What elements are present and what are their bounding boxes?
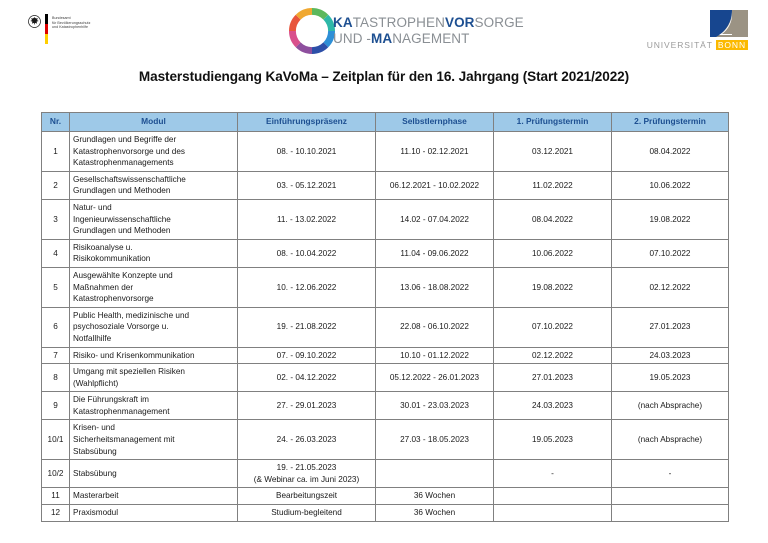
column-header-pruefungstermin-1: 1. Prüfungstermin — [494, 113, 612, 132]
cell-text-line: 27.03 - 18.05.2023 — [400, 435, 469, 445]
cell-text — [497, 180, 608, 192]
kavoma-wordmark-line-1 — [333, 16, 524, 31]
table-body — [42, 132, 729, 522]
kavoma-vor: VOR — [444, 14, 475, 30]
cell-text-line: 02.12.2022 — [649, 282, 691, 292]
cell-text — [497, 468, 608, 480]
cell-selbstlernphase — [376, 488, 494, 505]
cell-text — [615, 490, 725, 502]
cell-nr: 7 — [42, 347, 70, 364]
cell-text-line: Umgang mit speziellen Risiken — [73, 367, 185, 377]
table-row — [42, 239, 729, 267]
cell-pruefungstermin-2 — [612, 347, 729, 364]
cell-text-line: 27.01.2023 — [649, 322, 691, 332]
cell-text — [379, 180, 490, 192]
cell-text-line: 02. - 04.12.2022 — [276, 372, 337, 382]
cell-text — [379, 434, 490, 446]
cell-einfuehrungspraesenz — [238, 392, 376, 420]
cell-einfuehrungspraesenz — [238, 505, 376, 522]
table-row — [42, 267, 729, 307]
cell-text-line: 08. - 10.10.2021 — [276, 146, 337, 156]
cell-text-line: 36 Wochen — [413, 491, 456, 501]
cell-text-line: 06.12.2021 - 10.02.2022 — [389, 180, 480, 190]
cell-text — [241, 400, 372, 412]
cell-text-line: 36 Wochen — [413, 508, 456, 518]
cell-text-line: 08. - 10.04.2022 — [276, 248, 337, 258]
cell-text — [497, 507, 608, 519]
bbk-text-line-3: und Katastrophenhilfe — [52, 25, 89, 30]
schedule-table — [41, 112, 729, 522]
cell-pruefungstermin-2 — [612, 132, 729, 172]
cell-text-line: 24.03.2023 — [649, 350, 691, 360]
cell-pruefungstermin-1 — [494, 307, 612, 347]
cell-text-line: 10. - 12.06.2022 — [276, 282, 337, 292]
cell-text-line: 02.12.2022 — [532, 350, 573, 360]
cell-modul — [70, 199, 238, 239]
cell-text-line: 08.04.2022 — [649, 146, 691, 156]
cell-nr: 8 — [42, 364, 70, 392]
cell-text — [73, 310, 234, 345]
table-row — [42, 307, 729, 347]
cell-text — [241, 434, 372, 446]
cell-pruefungstermin-2 — [612, 364, 729, 392]
cell-text-line: 03. - 05.12.2021 — [276, 180, 337, 190]
cell-text-line: 27. - 29.01.2023 — [276, 401, 337, 411]
cell-text-line: Katastrophenvorsorge und des — [73, 146, 185, 156]
cell-text — [73, 242, 234, 265]
column-header-nr: Nr. — [42, 113, 70, 132]
cell-text-line: Risikoanalyse u. — [73, 242, 133, 252]
kavoma-ka: KA — [333, 14, 353, 30]
cell-text-line: (& Webinar ca. im Juni 2023) — [253, 474, 360, 484]
cell-text — [497, 372, 608, 384]
cell-nr: 12 — [42, 505, 70, 522]
cell-modul — [70, 307, 238, 347]
federal-eagle-icon — [28, 15, 41, 28]
uni-bonn-shield-icon — [710, 10, 748, 37]
kavoma-wordmark-line-2 — [333, 32, 524, 47]
cell-text-line: Public Health, medizinische und — [73, 310, 190, 320]
cell-text-line: Risikokommunikation — [73, 254, 151, 264]
cell-text — [615, 214, 725, 226]
cell-modul — [70, 488, 238, 505]
table-row — [42, 460, 729, 488]
cell-text-line: 19.05.2023 — [532, 435, 573, 445]
german-flag-bar-icon — [45, 14, 48, 44]
cell-text — [379, 321, 490, 333]
kavoma-tastrophen: TASTROPHEN — [352, 14, 445, 30]
kavoma-und: UND - — [333, 30, 371, 46]
cell-text — [241, 462, 372, 485]
uni-bonn-universitaet-text: UNIVERSITÄT — [646, 40, 713, 50]
cell-pruefungstermin-1 — [494, 505, 612, 522]
cell-nr: 3 — [42, 199, 70, 239]
cell-text — [615, 282, 725, 294]
cell-text — [73, 422, 234, 457]
cell-text-line: Natur- und — [73, 202, 112, 212]
cell-pruefungstermin-2 — [612, 267, 729, 307]
cell-text — [73, 490, 234, 502]
cell-selbstlernphase — [376, 132, 494, 172]
cell-modul — [70, 239, 238, 267]
table-row — [42, 347, 729, 364]
cell-selbstlernphase — [376, 460, 494, 488]
cell-text — [73, 507, 234, 519]
cell-text-line: - — [551, 469, 554, 479]
cell-text — [73, 468, 234, 480]
cell-text — [73, 366, 234, 389]
cell-text-line: 10.10 - 01.12.2022 — [400, 350, 469, 360]
cell-text — [73, 270, 234, 305]
cell-text — [241, 146, 372, 158]
cell-modul — [70, 505, 238, 522]
cell-pruefungstermin-1 — [494, 460, 612, 488]
cell-text-line: 11.02.2022 — [532, 180, 573, 190]
universitaet-bonn-logo — [636, 10, 748, 52]
cell-text-line: Gesellschaftswissenschaftliche — [73, 174, 186, 184]
cell-pruefungstermin-1 — [494, 488, 612, 505]
cell-text — [379, 372, 490, 384]
cell-text-line: Katastrophenmanagement — [73, 406, 170, 416]
cell-text-line: Grundlagen und Methoden — [73, 186, 171, 196]
cell-text — [615, 468, 725, 480]
cell-text-line — [615, 490, 725, 502]
cell-text-line: 13.06 - 18.08.2022 — [400, 282, 469, 292]
cell-text-line: 14.02 - 07.04.2022 — [400, 214, 469, 224]
cell-text-line: Sicherheitsmanagement mit — [73, 435, 175, 445]
cell-nr: 4 — [42, 239, 70, 267]
bbk-text-line-2: für Bevölkerungsschutz — [52, 20, 91, 25]
cell-modul — [70, 171, 238, 199]
cell-text-line: Ausgewählte Konzepte und — [73, 270, 173, 280]
cell-text-line: Katastrophenvorsorge — [73, 294, 154, 304]
cell-text — [73, 394, 234, 417]
cell-text-line — [497, 507, 608, 519]
kavoma-nagement: NAGEMENT — [392, 30, 470, 46]
cell-text — [497, 214, 608, 226]
cell-text — [497, 282, 608, 294]
cell-selbstlernphase — [376, 199, 494, 239]
cell-pruefungstermin-1 — [494, 199, 612, 239]
cell-selbstlernphase — [376, 307, 494, 347]
cell-text-line: 19.05.2023 — [649, 372, 691, 382]
cell-einfuehrungspraesenz — [238, 132, 376, 172]
kavoma-ma: MA — [371, 30, 393, 46]
cell-selbstlernphase — [376, 171, 494, 199]
cell-text-line: Krisen- und — [73, 423, 115, 433]
cell-selbstlernphase — [376, 347, 494, 364]
column-header-modul: Modul — [70, 113, 238, 132]
cell-text-line: Stabsübung — [73, 469, 117, 479]
cell-selbstlernphase — [376, 267, 494, 307]
bbk-logo — [28, 14, 90, 48]
cell-text — [241, 372, 372, 384]
cell-text — [497, 321, 608, 333]
cell-pruefungstermin-1 — [494, 392, 612, 420]
cell-pruefungstermin-2 — [612, 460, 729, 488]
cell-text — [73, 134, 234, 169]
cell-text — [379, 214, 490, 226]
cell-pruefungstermin-1 — [494, 267, 612, 307]
cell-text-line: 11.10 - 02.12.2021 — [400, 146, 469, 156]
cell-text — [241, 350, 372, 362]
cell-text-line — [615, 507, 725, 519]
cell-selbstlernphase — [376, 392, 494, 420]
cell-text-line: (nach Absprache) — [637, 435, 703, 445]
cell-text-line: - — [668, 469, 672, 479]
cell-text-line: 19. - 21.05.2023 — [276, 463, 337, 473]
cell-selbstlernphase — [376, 364, 494, 392]
cell-text-line: 27.01.2023 — [532, 372, 573, 382]
kavoma-wordmark — [333, 16, 524, 46]
cell-nr: 10/2 — [42, 460, 70, 488]
cell-selbstlernphase — [376, 420, 494, 460]
cell-einfuehrungspraesenz — [238, 267, 376, 307]
cell-text — [241, 490, 372, 502]
cell-text-line: 24.03.2023 — [532, 401, 573, 411]
cell-text — [241, 321, 372, 333]
cell-pruefungstermin-2 — [612, 420, 729, 460]
cell-modul — [70, 267, 238, 307]
cell-text-line: 07. - 09.10.2022 — [276, 350, 337, 360]
page-header — [0, 0, 768, 58]
cell-text — [379, 248, 490, 260]
uni-bonn-wordmark — [647, 40, 748, 50]
cell-text-line: 11. - 13.02.2022 — [276, 214, 337, 224]
cell-modul — [70, 132, 238, 172]
table-row — [42, 199, 729, 239]
cell-pruefungstermin-2 — [612, 199, 729, 239]
cell-text-line: Grundlagen und Begriffe der — [73, 135, 177, 144]
cell-text-line: (nach Absprache) — [637, 401, 703, 411]
cell-modul — [70, 392, 238, 420]
cell-text — [73, 174, 234, 197]
cell-text — [497, 248, 608, 260]
cell-text-line — [497, 490, 608, 502]
cell-text — [615, 507, 725, 519]
cell-text — [615, 400, 725, 412]
table-row — [42, 364, 729, 392]
cell-text-line: psychosoziale Vorsorge u. — [73, 322, 169, 332]
cell-einfuehrungspraesenz — [238, 171, 376, 199]
cell-text — [497, 350, 608, 362]
table-header-row — [42, 113, 729, 132]
cell-text-line: Masterarbeit — [73, 491, 119, 501]
cell-einfuehrungspraesenz — [238, 347, 376, 364]
cell-text-line: 11.04 - 09.06.2022 — [400, 248, 469, 258]
cell-nr: 1 — [42, 132, 70, 172]
cell-text-line: Die Führungskraft im — [73, 395, 149, 405]
cell-text — [615, 372, 725, 384]
cell-text-line: Bearbeitungszeit — [276, 491, 337, 501]
uni-bonn-bonn-text: BONN — [717, 40, 746, 50]
table-row — [42, 132, 729, 172]
cell-text — [241, 180, 372, 192]
cell-einfuehrungspraesenz — [238, 460, 376, 488]
cell-text — [615, 248, 725, 260]
cell-einfuehrungspraesenz — [238, 199, 376, 239]
schedule-table-container — [41, 112, 728, 522]
table-row — [42, 420, 729, 460]
cell-text — [615, 180, 725, 192]
cell-nr: 11 — [42, 488, 70, 505]
cell-text — [615, 350, 725, 362]
cell-text-line: 05.12.2022 - 26.01.2023 — [389, 372, 480, 382]
cell-text-line: Ingenieurwissenschaftliche — [73, 214, 171, 224]
cell-nr: 9 — [42, 392, 70, 420]
cell-pruefungstermin-1 — [494, 364, 612, 392]
cell-text-line — [379, 468, 490, 480]
cell-text — [497, 490, 608, 502]
column-header-einfuehrungspraesenz: Einführungspräsenz — [238, 113, 376, 132]
cell-text-line: Risiko- und Krisenkommunikation — [73, 350, 195, 360]
cell-text-line: Katastrophenmanagements — [73, 158, 174, 168]
colored-ring-icon — [289, 8, 335, 54]
cell-text-line: 22.08 - 06.10.2022 — [400, 322, 469, 332]
cell-text-line: 08.04.2022 — [532, 214, 573, 224]
cell-pruefungstermin-1 — [494, 239, 612, 267]
cell-text — [615, 146, 725, 158]
cell-pruefungstermin-2 — [612, 488, 729, 505]
cell-einfuehrungspraesenz — [238, 364, 376, 392]
cell-text-line: 10.06.2022 — [532, 248, 573, 258]
table-row — [42, 392, 729, 420]
bbk-text-line-1: Bundesamt — [52, 16, 71, 20]
cell-modul — [70, 420, 238, 460]
cell-text-line: 07.10.2022 — [649, 248, 691, 258]
table-header — [42, 113, 729, 132]
cell-text — [497, 146, 608, 158]
cell-selbstlernphase — [376, 505, 494, 522]
cell-text — [497, 434, 608, 446]
cell-einfuehrungspraesenz — [238, 420, 376, 460]
column-header-selbstlernphase: Selbstlernphase — [376, 113, 494, 132]
cell-text — [73, 350, 234, 362]
cell-text-line: 19.08.2022 — [649, 214, 691, 224]
cell-text-line: 19.08.2022 — [532, 282, 573, 292]
cell-pruefungstermin-1 — [494, 132, 612, 172]
cell-text — [379, 146, 490, 158]
cell-text — [379, 400, 490, 412]
cell-pruefungstermin-2 — [612, 505, 729, 522]
cell-pruefungstermin-2 — [612, 307, 729, 347]
cell-text — [615, 321, 725, 333]
cell-text — [379, 350, 490, 362]
cell-pruefungstermin-2 — [612, 171, 729, 199]
cell-text-line: Maßnahmen der — [73, 282, 134, 292]
cell-pruefungstermin-1 — [494, 420, 612, 460]
cell-pruefungstermin-2 — [612, 392, 729, 420]
table-row — [42, 171, 729, 199]
cell-text — [379, 507, 490, 519]
cell-text — [379, 468, 490, 480]
cell-nr: 10/1 — [42, 420, 70, 460]
cell-text-line: 07.10.2022 — [532, 322, 573, 332]
cell-text — [497, 400, 608, 412]
cell-text-line: 03.12.2021 — [532, 146, 573, 156]
cell-nr: 6 — [42, 307, 70, 347]
cell-text-line: 30.01 - 23.03.2023 — [400, 401, 469, 411]
cell-modul — [70, 460, 238, 488]
cell-text-line: (Wahlpflicht) — [73, 378, 119, 388]
cell-text-line: Studium-begleitend — [271, 508, 342, 518]
cell-pruefungstermin-1 — [494, 347, 612, 364]
cell-text-line: 24. - 26.03.2023 — [276, 435, 337, 445]
cell-nr: 2 — [42, 171, 70, 199]
cell-text — [241, 214, 372, 226]
kavoma-sorge: SORGE — [474, 14, 524, 30]
cell-text — [241, 507, 372, 519]
cell-einfuehrungspraesenz — [238, 239, 376, 267]
cell-einfuehrungspraesenz — [238, 307, 376, 347]
table-row — [42, 488, 729, 505]
cell-text-line: 19. - 21.08.2022 — [276, 322, 337, 332]
cell-text — [73, 202, 234, 237]
cell-modul — [70, 364, 238, 392]
cell-text-line: Praxismodul — [73, 508, 119, 518]
cell-text — [379, 490, 490, 502]
kavoma-logo — [289, 8, 524, 54]
cell-pruefungstermin-1 — [494, 171, 612, 199]
page-title: Masterstudiengang KaVoMa – Zeitplan für den 16. Jahrgang (Start 2021/2022) — [138, 69, 630, 84]
cell-selbstlernphase — [376, 239, 494, 267]
column-header-pruefungstermin-2: 2. Prüfungstermin — [612, 113, 729, 132]
cell-text — [615, 434, 725, 446]
cell-text — [379, 282, 490, 294]
cell-text-line: Grundlagen und Methoden — [73, 226, 171, 236]
cell-text-line: 10.06.2022 — [649, 180, 691, 190]
cell-einfuehrungspraesenz — [238, 488, 376, 505]
bbk-logo-text — [52, 14, 90, 30]
cell-text-line: Notfallhilfe — [73, 333, 112, 343]
cell-text — [241, 248, 372, 260]
cell-pruefungstermin-2 — [612, 239, 729, 267]
table-row — [42, 505, 729, 522]
cell-text — [241, 282, 372, 294]
cell-nr: 5 — [42, 267, 70, 307]
cell-modul — [70, 347, 238, 364]
cell-text-line: Stabsübung — [73, 446, 117, 456]
